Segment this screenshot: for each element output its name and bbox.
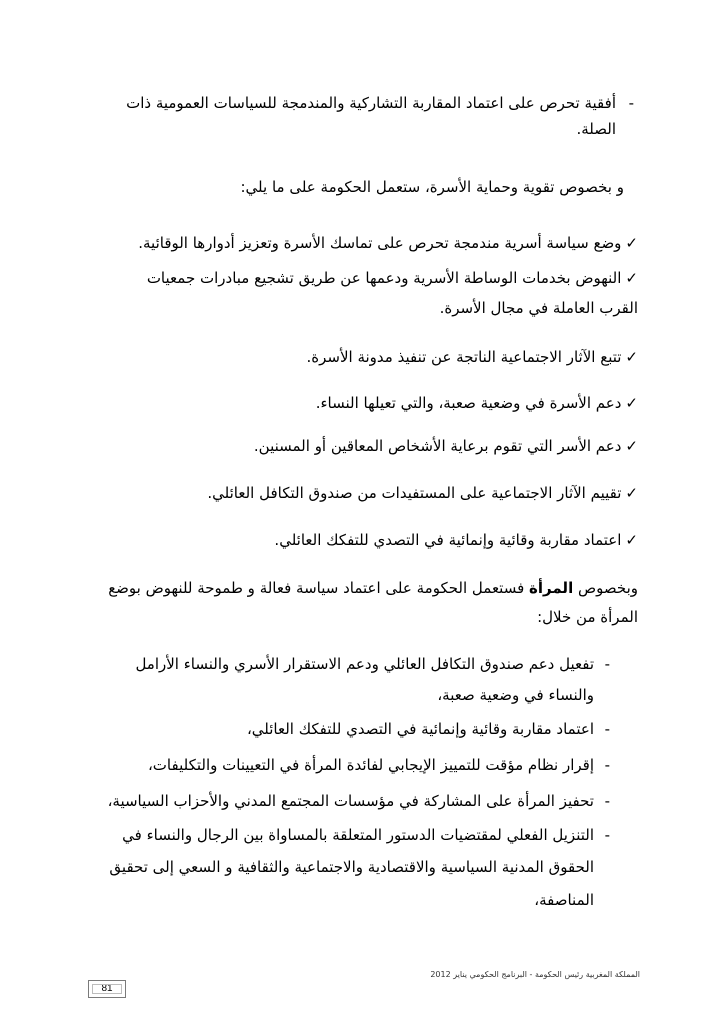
text-line: والنساء في وضعية صعبة، <box>437 686 594 704</box>
list-item-text: التنزيل الفعلي لمقتضيات الدستور المتعلقة بالمساواة بين الرجال والنساء في <box>122 826 594 844</box>
bullet-dash: - <box>628 94 634 112</box>
check-item-text: دعم الأسر التي تقوم برعاية الأشخاص المعاقين أو المسنين. <box>253 437 622 455</box>
text-line: الصلة. <box>576 120 616 138</box>
text-line: القرب العاملة في مجال الأسرة. <box>439 299 638 317</box>
check-item <box>207 483 638 503</box>
text-fragment: فستعمل الحكومة على اعتماد سياسة فعالة و طموحة للنهوض بوضع <box>108 579 525 597</box>
check-icon: ✓ <box>625 348 638 366</box>
check-item-text: تقييم الآثار الاجتماعية على المستفيدات من صندوق التكافل العائلي. <box>207 484 622 502</box>
check-item <box>306 347 638 367</box>
list-item-text: اعتماد مقاربة وقائية وإنمائية في التصدي للتفكك العائلي، <box>246 720 594 738</box>
check-item-text: وضع سياسة أسرية مندمجة تحرص على تماسك الأسرة وتعزيز أدوارها الوقائية. <box>138 234 622 252</box>
text-line: أفقية تحرص على اعتماد المقاربة التشاركية والمندمجة للسياسات العمومية ذات <box>126 94 616 112</box>
check-item-text: تتبع الآثار الاجتماعية الناتجة عن تنفيذ مدونة الأسرة. <box>306 348 622 366</box>
list-item-text: تحفيز المرأة على المشاركة في مؤسسات المجتمع المدني والأحزاب السياسية، <box>107 792 594 810</box>
page-number: 81 <box>88 980 126 998</box>
keyword-women: المرأة <box>529 579 574 597</box>
check-icon: ✓ <box>625 484 638 502</box>
text-line: المناصفة، <box>534 891 594 909</box>
check-icon: ✓ <box>625 437 638 455</box>
section-intro-family: و بخصوص تقوية وحماية الأسرة، ستعمل الحكومة على ما يلي: <box>240 178 624 196</box>
bullet-dash: - <box>604 655 610 673</box>
bullet-dash: - <box>604 756 610 774</box>
check-item <box>316 393 638 413</box>
bullet-dash: - <box>604 826 610 844</box>
check-icon: ✓ <box>625 531 638 549</box>
check-item-text: دعم الأسرة في وضعية صعبة، والتي تعيلها النساء. <box>315 394 622 412</box>
bullet-dash: - <box>604 792 610 810</box>
text-line: المرأة من خلال: <box>537 608 638 626</box>
text-line: الحقوق المدنية السياسية والاقتصادية والاجتماعية والثقافية و السعي إلى تحقيق <box>109 858 594 876</box>
check-item-text: النهوض بخدمات الوساطة الأسرية ودعمها عن طريق تشجيع مبادرات جمعيات <box>146 269 622 287</box>
check-icon: ✓ <box>625 269 638 287</box>
section-intro-women <box>108 578 638 598</box>
check-icon: ✓ <box>625 234 638 252</box>
list-item-text: تفعيل دعم صندوق التكافل العائلي ودعم الاستقرار الأسري والنساء الأرامل <box>135 655 594 673</box>
check-item-text: اعتماد مقاربة وقائية وإنمائية في التصدي للتفكك العائلي. <box>274 531 622 549</box>
check-item <box>254 436 638 456</box>
check-item <box>138 233 638 253</box>
footer-caption: المملكة المغربية رئيس الحكومة - البرنامج الحكومي يناير 2012 <box>430 970 640 979</box>
bullet-dash: - <box>604 720 610 738</box>
check-item <box>274 530 638 550</box>
check-item <box>147 268 638 288</box>
text-fragment: وبخصوص <box>578 579 638 597</box>
list-item-text: إقرار نظام مؤقت للتمييز الإيجابي لفائدة المرأة في التعيينات والتكليفات، <box>147 756 594 774</box>
check-icon: ✓ <box>625 394 638 412</box>
